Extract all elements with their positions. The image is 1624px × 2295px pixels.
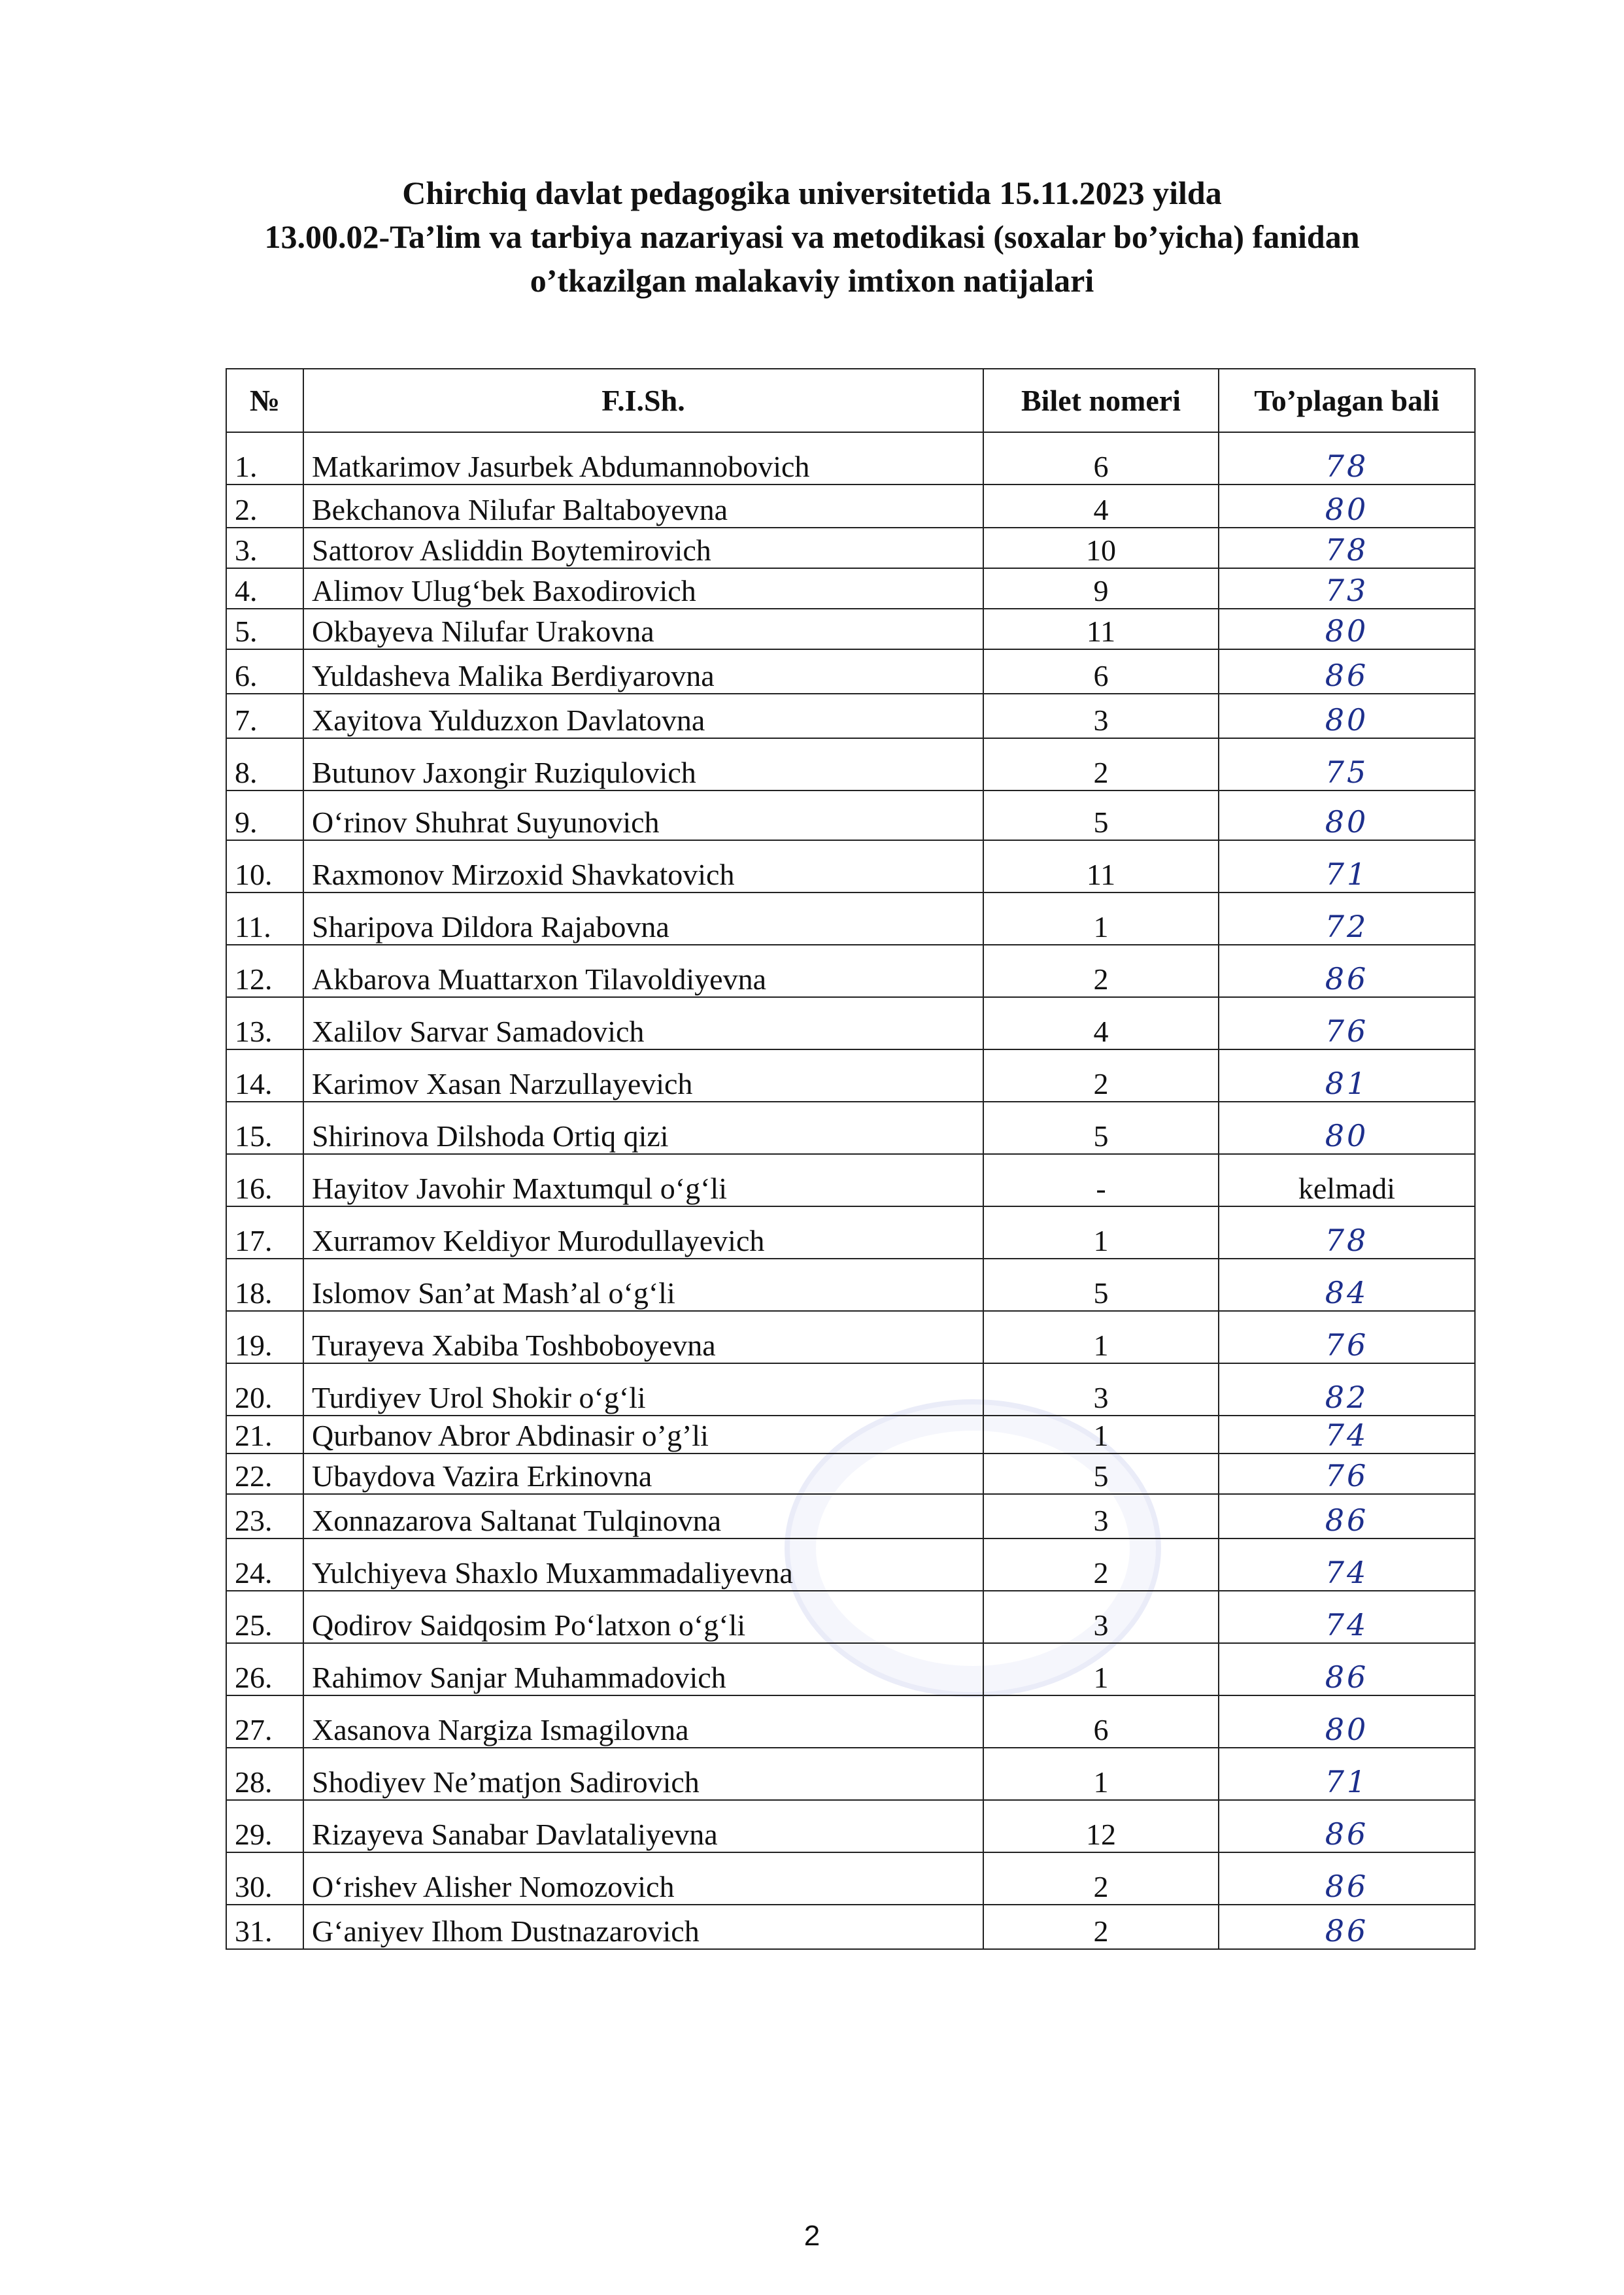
- row-score: 74: [1219, 1416, 1475, 1454]
- table-row: [226, 840, 1475, 892]
- table-row: [226, 1905, 1475, 1949]
- table-row: [226, 1494, 1475, 1538]
- row-number: 9.: [226, 790, 303, 840]
- row-full-name: Yulchiyeva Shaxlo Muxammadaliyevna: [303, 1538, 983, 1591]
- row-ticket-number: 3: [983, 694, 1219, 738]
- table-row: [226, 528, 1475, 568]
- row-score: 80: [1219, 484, 1475, 528]
- row-ticket-number: 5: [983, 790, 1219, 840]
- row-ticket-number: 6: [983, 1695, 1219, 1748]
- table-row: [226, 694, 1475, 738]
- row-ticket-number: 6: [983, 432, 1219, 484]
- row-full-name: Sattorov Asliddin Boytemirovich: [303, 528, 983, 568]
- page-number: 2: [804, 2220, 820, 2252]
- row-score: 78: [1219, 528, 1475, 568]
- row-full-name: Rizayeva Sanabar Davlataliyevna: [303, 1800, 983, 1852]
- row-number: 2.: [226, 484, 303, 528]
- row-full-name: Xasanova Nargiza Ismagilovna: [303, 1695, 983, 1748]
- row-number: 31.: [226, 1905, 303, 1949]
- table-row: [226, 738, 1475, 790]
- row-ticket-number: 5: [983, 1454, 1219, 1494]
- row-ticket-number: 1: [983, 1748, 1219, 1800]
- row-score: 74: [1219, 1591, 1475, 1643]
- table-row: [226, 892, 1475, 945]
- row-score: 84: [1219, 1259, 1475, 1311]
- row-score: 76: [1219, 1311, 1475, 1363]
- row-number: 8.: [226, 738, 303, 790]
- row-ticket-number: 1: [983, 1643, 1219, 1695]
- table-row: [226, 1259, 1475, 1311]
- row-ticket-number: 2: [983, 945, 1219, 997]
- row-full-name: Matkarimov Jasurbek Abdumannobovich: [303, 432, 983, 484]
- row-ticket-number: 3: [983, 1591, 1219, 1643]
- row-full-name: Xurramov Keldiyor Murodullayevich: [303, 1206, 983, 1259]
- row-number: 14.: [226, 1049, 303, 1102]
- row-number: 20.: [226, 1363, 303, 1416]
- table-row: [226, 1695, 1475, 1748]
- row-score: 76: [1219, 997, 1475, 1049]
- title-line-1: Chirchiq davlat pedagogika universitetida 15.11.2023 yilda: [402, 175, 1222, 211]
- row-number: 25.: [226, 1591, 303, 1643]
- row-ticket-number: 2: [983, 738, 1219, 790]
- document-title: [0, 171, 1624, 303]
- row-score: 78: [1219, 432, 1475, 484]
- row-full-name: Bekchanova Nilufar Baltaboyevna: [303, 484, 983, 528]
- row-ticket-number: 4: [983, 997, 1219, 1049]
- row-full-name: Alimov Ulug‘bek Baxodirovich: [303, 568, 983, 609]
- row-number: 27.: [226, 1695, 303, 1748]
- row-ticket-number: 1: [983, 1416, 1219, 1454]
- table-row: [226, 1206, 1475, 1259]
- row-ticket-number: -: [983, 1154, 1219, 1206]
- row-full-name: Akbarova Muattarxon Tilavoldiyevna: [303, 945, 983, 997]
- row-full-name: Xalilov Sarvar Samadovich: [303, 997, 983, 1049]
- row-full-name: Ubaydova Vazira Erkinovna: [303, 1454, 983, 1494]
- row-full-name: Okbayeva Nilufar Urakovna: [303, 609, 983, 649]
- header-full-name: F.I.Sh.: [303, 369, 983, 432]
- row-full-name: Hayitov Javohir Maxtumqul o‘g‘li: [303, 1154, 983, 1206]
- row-ticket-number: 11: [983, 609, 1219, 649]
- row-ticket-number: 10: [983, 528, 1219, 568]
- row-ticket-number: 1: [983, 1206, 1219, 1259]
- row-score: 80: [1219, 790, 1475, 840]
- row-full-name: Karimov Xasan Narzullayevich: [303, 1049, 983, 1102]
- row-score: 78: [1219, 1206, 1475, 1259]
- row-score: 74: [1219, 1538, 1475, 1591]
- row-number: 28.: [226, 1748, 303, 1800]
- row-ticket-number: 3: [983, 1494, 1219, 1538]
- row-ticket-number: 5: [983, 1259, 1219, 1311]
- row-number: 16.: [226, 1154, 303, 1206]
- row-score: 76: [1219, 1454, 1475, 1494]
- row-full-name: Qodirov Saidqosim Po‘latxon o‘g‘li: [303, 1591, 983, 1643]
- table-header-row: [226, 369, 1475, 432]
- row-ticket-number: 3: [983, 1363, 1219, 1416]
- row-full-name: G‘aniyev Ilhom Dustnazarovich: [303, 1905, 983, 1949]
- table-row: [226, 945, 1475, 997]
- row-score: 73: [1219, 568, 1475, 609]
- row-score: 86: [1219, 1494, 1475, 1538]
- row-number: 29.: [226, 1800, 303, 1852]
- row-score: 86: [1219, 1905, 1475, 1949]
- row-score: 82: [1219, 1363, 1475, 1416]
- table-row: [226, 997, 1475, 1049]
- row-score: 81: [1219, 1049, 1475, 1102]
- table-row: [226, 1591, 1475, 1643]
- row-full-name: Xonnazarova Saltanat Tulqinovna: [303, 1494, 983, 1538]
- row-score: 80: [1219, 694, 1475, 738]
- row-score: 80: [1219, 609, 1475, 649]
- row-score: 75: [1219, 738, 1475, 790]
- table-body: [226, 432, 1475, 1949]
- row-ticket-number: 11: [983, 840, 1219, 892]
- row-number: 13.: [226, 997, 303, 1049]
- row-ticket-number: 2: [983, 1538, 1219, 1591]
- row-score: kelmadi: [1219, 1154, 1475, 1206]
- row-number: 24.: [226, 1538, 303, 1591]
- row-number: 3.: [226, 528, 303, 568]
- row-number: 15.: [226, 1102, 303, 1154]
- row-full-name: Xayitova Yulduzxon Davlatovna: [303, 694, 983, 738]
- row-ticket-number: 1: [983, 1311, 1219, 1363]
- row-number: 11.: [226, 892, 303, 945]
- table-row: [226, 1049, 1475, 1102]
- row-full-name: Rahimov Sanjar Muhammadovich: [303, 1643, 983, 1695]
- row-number: 19.: [226, 1311, 303, 1363]
- row-score: 71: [1219, 1748, 1475, 1800]
- table-row: [226, 609, 1475, 649]
- row-score: 86: [1219, 1643, 1475, 1695]
- row-score: 86: [1219, 649, 1475, 694]
- row-number: 10.: [226, 840, 303, 892]
- row-score: 71: [1219, 840, 1475, 892]
- header-number: №: [226, 369, 303, 432]
- row-number: 21.: [226, 1416, 303, 1454]
- row-number: 30.: [226, 1852, 303, 1905]
- table-row: [226, 568, 1475, 609]
- row-number: 23.: [226, 1494, 303, 1538]
- row-ticket-number: 1: [983, 892, 1219, 945]
- table-row: [226, 790, 1475, 840]
- header-ticket-number: Bilet nomeri: [983, 369, 1219, 432]
- table-row: [226, 1748, 1475, 1800]
- row-score: 72: [1219, 892, 1475, 945]
- title-line-3: o’tkazilgan malakaviy imtixon natijalari: [530, 262, 1094, 299]
- title-line-2: 13.00.02-Ta’lim va tarbiya nazariyasi va metodikasi (soxalar bo’yicha) fanidan: [264, 218, 1360, 255]
- row-number: 26.: [226, 1643, 303, 1695]
- row-number: 6.: [226, 649, 303, 694]
- row-full-name: Yuldasheva Malika Berdiyarovna: [303, 649, 983, 694]
- row-ticket-number: 2: [983, 1905, 1219, 1949]
- row-full-name: Raxmonov Mirzoxid Shavkatovich: [303, 840, 983, 892]
- row-full-name: Sharipova Dildora Rajabovna: [303, 892, 983, 945]
- row-number: 1.: [226, 432, 303, 484]
- row-number: 4.: [226, 568, 303, 609]
- row-ticket-number: 5: [983, 1102, 1219, 1154]
- table-row: [226, 1454, 1475, 1494]
- row-ticket-number: 4: [983, 484, 1219, 528]
- table-row: [226, 1416, 1475, 1454]
- row-ticket-number: 6: [983, 649, 1219, 694]
- row-number: 18.: [226, 1259, 303, 1311]
- row-full-name: Butunov Jaxongir Ruziqulovich: [303, 738, 983, 790]
- row-number: 12.: [226, 945, 303, 997]
- table-row: [226, 1311, 1475, 1363]
- row-number: 17.: [226, 1206, 303, 1259]
- row-number: 7.: [226, 694, 303, 738]
- results-table: [226, 368, 1476, 1950]
- row-full-name: Shirinova Dilshoda Ortiq qizi: [303, 1102, 983, 1154]
- row-ticket-number: 2: [983, 1049, 1219, 1102]
- row-ticket-number: 12: [983, 1800, 1219, 1852]
- table-row: [226, 484, 1475, 528]
- row-number: 5.: [226, 609, 303, 649]
- row-score: 86: [1219, 1800, 1475, 1852]
- row-full-name: Islomov San’at Mash’al o‘g‘li: [303, 1259, 983, 1311]
- row-score: 80: [1219, 1102, 1475, 1154]
- table-row: [226, 1538, 1475, 1591]
- row-number: 22.: [226, 1454, 303, 1494]
- table-row: [226, 1800, 1475, 1852]
- table-row: [226, 1102, 1475, 1154]
- row-full-name: Turdiyev Urol Shokir o‘g‘li: [303, 1363, 983, 1416]
- table-row: [226, 649, 1475, 694]
- row-full-name: Qurbanov Abror Abdinasir o’g’li: [303, 1416, 983, 1454]
- table-row: [226, 1154, 1475, 1206]
- table-row: [226, 1643, 1475, 1695]
- row-full-name: Shodiyev Ne’matjon Sadirovich: [303, 1748, 983, 1800]
- table-row: [226, 1852, 1475, 1905]
- header-score: To’plagan bali: [1219, 369, 1475, 432]
- row-full-name: O‘rinov Shuhrat Suyunovich: [303, 790, 983, 840]
- row-score: 80: [1219, 1695, 1475, 1748]
- row-ticket-number: 9: [983, 568, 1219, 609]
- row-full-name: O‘rishev Alisher Nomozovich: [303, 1852, 983, 1905]
- table-row: [226, 1363, 1475, 1416]
- row-score: 86: [1219, 1852, 1475, 1905]
- row-ticket-number: 2: [983, 1852, 1219, 1905]
- row-full-name: Turayeva Xabiba Toshboboyevna: [303, 1311, 983, 1363]
- table-row: [226, 432, 1475, 484]
- row-score: 86: [1219, 945, 1475, 997]
